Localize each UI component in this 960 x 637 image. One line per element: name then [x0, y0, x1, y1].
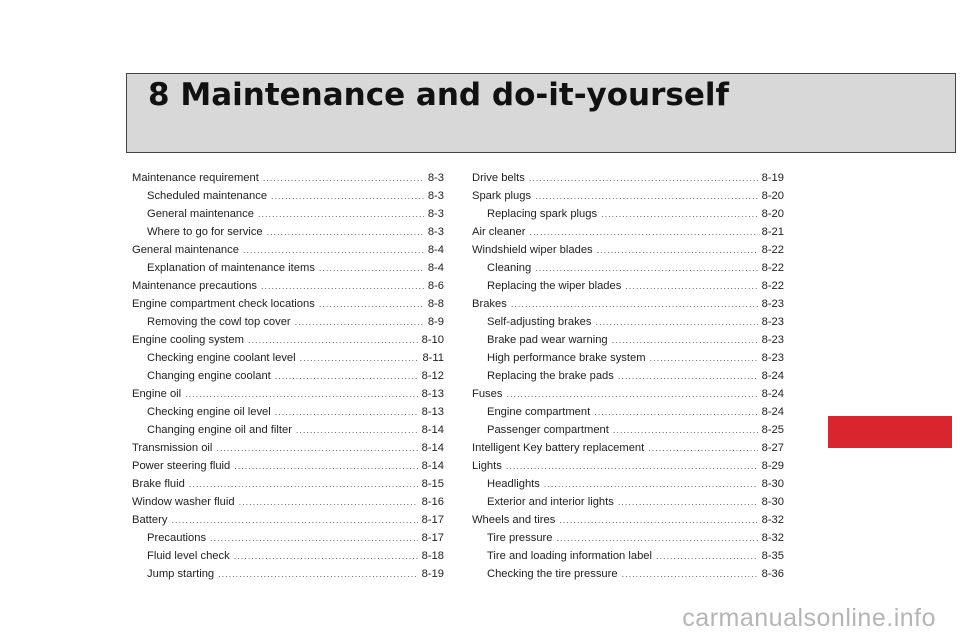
dot-leader	[263, 169, 424, 187]
toc-entry[interactable]	[472, 475, 784, 493]
toc-entry-page: 8-8	[427, 298, 444, 310]
toc-entry-page: 8-14	[421, 424, 444, 436]
dot-leader	[613, 421, 758, 439]
dot-leader	[601, 205, 758, 223]
toc-entry-title: Replacing the brake pads	[487, 370, 614, 382]
watermark: carmanualsonline.info	[682, 604, 936, 632]
toc-entry[interactable]	[132, 223, 444, 241]
toc-entry-page: 8-18	[421, 550, 444, 562]
toc-entry-title: Explanation of maintenance items	[147, 262, 315, 274]
toc-entry-title: Replacing spark plugs	[487, 208, 598, 220]
toc-entry[interactable]	[132, 547, 444, 565]
dot-leader	[319, 259, 424, 277]
toc-entry-title: Changing engine oil and filter	[147, 424, 292, 436]
toc-entry-page: 8-23	[761, 316, 784, 328]
toc-entry[interactable]	[132, 457, 444, 475]
dot-leader	[218, 565, 417, 583]
toc-entry[interactable]	[472, 241, 784, 259]
toc-entry-page: 8-4	[427, 244, 444, 256]
dot-leader	[171, 511, 417, 529]
toc-entry-title: Tire and loading information label	[487, 550, 653, 562]
toc-entry-page: 8-6	[427, 280, 444, 292]
toc-entry[interactable]	[472, 421, 784, 439]
dot-leader	[511, 295, 758, 313]
toc-entry-title: Spark plugs	[472, 190, 532, 202]
toc-entry-title: High performance brake system	[487, 352, 646, 364]
dot-leader	[648, 439, 757, 457]
toc-entry[interactable]	[132, 187, 444, 205]
toc-entry[interactable]	[132, 331, 444, 349]
dot-leader	[189, 475, 418, 493]
toc-entry-page: 8-22	[761, 244, 784, 256]
toc-entry[interactable]	[472, 439, 784, 457]
toc-left-column	[132, 169, 444, 583]
toc-entry-title: Checking engine oil level	[147, 406, 271, 418]
dot-leader	[557, 529, 758, 547]
toc-entry-page: 8-25	[761, 424, 784, 436]
toc-entry[interactable]	[472, 511, 784, 529]
toc-entry-title: Air cleaner	[472, 226, 526, 238]
toc-entry[interactable]	[472, 205, 784, 223]
dot-leader	[243, 241, 424, 259]
chapter-tab-marker	[828, 416, 952, 448]
dot-leader	[594, 403, 757, 421]
toc-entry-page: 8-14	[421, 460, 444, 472]
toc-entry-page: 8-30	[761, 478, 784, 490]
dot-leader	[275, 403, 418, 421]
dot-leader	[618, 367, 758, 385]
dot-leader	[544, 475, 758, 493]
dot-leader	[597, 241, 758, 259]
toc-entry-title: Self-adjusting brakes	[487, 316, 592, 328]
toc-entry[interactable]	[472, 493, 784, 511]
dot-leader	[261, 277, 424, 295]
toc-entry-title: Tire pressure	[487, 532, 553, 544]
toc-entry-page: 8-3	[427, 190, 444, 202]
dot-leader	[267, 223, 424, 241]
toc-entry[interactable]	[132, 367, 444, 385]
toc-entry-title: Engine cooling system	[132, 334, 244, 346]
toc-entry-page: 8-24	[761, 406, 784, 418]
toc-entry-page: 8-3	[427, 208, 444, 220]
toc-entry[interactable]	[472, 295, 784, 313]
toc-entry-title: Removing the cowl top cover	[147, 316, 291, 328]
toc-entry[interactable]	[472, 187, 784, 205]
toc-entry-page: 8-29	[761, 460, 784, 472]
toc-entry-title: Cleaning	[487, 262, 532, 274]
toc-entry[interactable]	[132, 529, 444, 547]
dot-leader	[296, 421, 418, 439]
toc-entry-page: 8-20	[761, 190, 784, 202]
dot-leader	[185, 385, 417, 403]
toc-entry-page: 8-23	[761, 334, 784, 346]
toc-entry[interactable]	[132, 259, 444, 277]
dot-leader	[595, 313, 757, 331]
toc-entry-title: Wheels and tires	[472, 514, 556, 526]
toc-entry-page: 8-15	[421, 478, 444, 490]
toc-entry-page: 8-12	[421, 370, 444, 382]
dot-leader	[216, 439, 417, 457]
dot-leader	[535, 187, 758, 205]
toc-entry[interactable]	[132, 205, 444, 223]
toc-entry-title: Brake pad wear warning	[487, 334, 608, 346]
toc-entry-page: 8-3	[427, 172, 444, 184]
toc-entry-page: 8-10	[421, 334, 444, 346]
toc-entry-page: 8-19	[421, 568, 444, 580]
toc-entry-title: Intelligent Key battery replacement	[472, 442, 645, 454]
toc-entry[interactable]	[472, 259, 784, 277]
dot-leader	[618, 493, 758, 511]
toc-entry-page: 8-11	[422, 352, 444, 364]
dot-leader	[559, 511, 757, 529]
chapter-title: 8 Maintenance and do-it-yourself	[148, 77, 730, 113]
toc-entry-title: Checking engine coolant level	[147, 352, 296, 364]
chapter-header	[126, 73, 956, 153]
dot-leader	[210, 529, 418, 547]
dot-leader	[239, 493, 418, 511]
dot-leader	[529, 169, 758, 187]
toc-entry-page: 8-27	[761, 442, 784, 454]
dot-leader	[295, 313, 424, 331]
toc-entry[interactable]	[472, 403, 784, 421]
toc-entry-title: Maintenance requirement	[132, 172, 259, 184]
toc-entry-title: Where to go for service	[147, 226, 263, 238]
toc-entry-title: Jump starting	[147, 568, 215, 580]
toc-entry-page: 8-14	[421, 442, 444, 454]
toc-entry-page: 8-13	[421, 406, 444, 418]
toc-entry-page: 8-22	[761, 280, 784, 292]
toc-entry[interactable]	[472, 331, 784, 349]
toc-entry-title: General maintenance	[132, 244, 239, 256]
toc-entry[interactable]	[132, 313, 444, 331]
dot-leader	[650, 349, 758, 367]
toc-entry[interactable]	[132, 493, 444, 511]
toc-entry-title: Headlights	[487, 478, 540, 490]
toc-entry-page: 8-32	[761, 514, 784, 526]
toc-entry-page: 8-35	[761, 550, 784, 562]
toc-entry-title: Exterior and interior lights	[487, 496, 614, 508]
toc-entry-title: Transmission oil	[132, 442, 213, 454]
toc-entry-title: General maintenance	[147, 208, 254, 220]
toc-entry[interactable]	[472, 367, 784, 385]
toc-entry-page: 8-30	[761, 496, 784, 508]
toc-entry-title: Engine compartment check locations	[132, 298, 315, 310]
toc-entry[interactable]	[132, 169, 444, 187]
dot-leader	[234, 457, 417, 475]
dot-leader	[319, 295, 424, 313]
toc-entry-title: Brake fluid	[132, 478, 185, 490]
toc-entry-title: Drive belts	[472, 172, 525, 184]
toc-entry[interactable]	[472, 169, 784, 187]
toc-entry-page: 8-23	[761, 352, 784, 364]
toc-entry-title: Checking the tire pressure	[487, 568, 618, 580]
dot-leader	[258, 205, 424, 223]
toc-entry[interactable]	[132, 385, 444, 403]
toc-entry[interactable]	[132, 295, 444, 313]
toc-entry-title: Precautions	[147, 532, 207, 544]
toc-entry-page: 8-22	[761, 262, 784, 274]
toc-entry[interactable]	[472, 349, 784, 367]
toc-entry[interactable]	[132, 421, 444, 439]
toc-entry-title: Brakes	[472, 298, 507, 310]
toc-entry-page: 8-32	[761, 532, 784, 544]
toc-entry-page: 8-21	[761, 226, 784, 238]
toc-entry-title: Engine compartment	[487, 406, 591, 418]
dot-leader	[275, 367, 418, 385]
dot-leader	[656, 547, 758, 565]
toc-entry[interactable]	[132, 565, 444, 583]
dot-leader	[535, 259, 757, 277]
toc-entry-page: 8-13	[421, 388, 444, 400]
toc-entry[interactable]	[472, 529, 784, 547]
toc-entry-title: Fuses	[472, 388, 503, 400]
toc-entry[interactable]	[472, 385, 784, 403]
toc-entry-title: Power steering fluid	[132, 460, 231, 472]
toc-entry[interactable]	[132, 439, 444, 457]
toc-entry-title: Fluid level check	[147, 550, 230, 562]
toc-entry-title: Replacing the wiper blades	[487, 280, 622, 292]
toc-entry[interactable]	[132, 277, 444, 295]
dot-leader	[300, 349, 419, 367]
toc-entry-page: 8-17	[421, 532, 444, 544]
toc-entry-title: Engine oil	[132, 388, 182, 400]
dot-leader	[612, 331, 758, 349]
toc-entry-page: 8-24	[761, 370, 784, 382]
dot-leader	[506, 457, 758, 475]
toc-entry-title: Battery	[132, 514, 168, 526]
toc-entry-page: 8-17	[421, 514, 444, 526]
toc-entry-title: Changing engine coolant	[147, 370, 271, 382]
toc-entry[interactable]	[472, 457, 784, 475]
dot-leader	[271, 187, 424, 205]
toc-entry-page: 8-19	[761, 172, 784, 184]
toc-entry-page: 8-4	[427, 262, 444, 274]
toc-entry-page: 8-36	[761, 568, 784, 580]
dot-leader	[625, 277, 757, 295]
toc-entry-title: Scheduled maintenance	[147, 190, 268, 202]
toc-entry[interactable]	[132, 349, 444, 367]
toc-entry[interactable]	[132, 241, 444, 259]
toc-entry-title: Maintenance precautions	[132, 280, 258, 292]
dot-leader	[248, 331, 418, 349]
toc-entry-title: Window washer fluid	[132, 496, 235, 508]
toc-entry[interactable]	[472, 313, 784, 331]
toc-entry-page: 8-24	[761, 388, 784, 400]
toc-entry-page: 8-20	[761, 208, 784, 220]
toc-entry[interactable]	[132, 475, 444, 493]
toc-entry[interactable]	[472, 547, 784, 565]
toc-entry-page: 8-16	[421, 496, 444, 508]
toc-entry[interactable]	[132, 511, 444, 529]
toc-entry[interactable]	[472, 223, 784, 241]
toc-entry-page: 8-3	[427, 226, 444, 238]
toc-entry-title: Passenger compartment	[487, 424, 609, 436]
toc-entry[interactable]	[472, 565, 784, 583]
toc-entry-title: Lights	[472, 460, 502, 472]
toc-right-column	[472, 169, 784, 583]
toc-entry-page: 8-23	[761, 298, 784, 310]
toc-entry-page: 8-9	[427, 316, 444, 328]
dot-leader	[529, 223, 757, 241]
toc-entry-title: Windshield wiper blades	[472, 244, 593, 256]
dot-leader	[234, 547, 418, 565]
toc-entry[interactable]	[132, 403, 444, 421]
dot-leader	[506, 385, 757, 403]
dot-leader	[622, 565, 758, 583]
toc-entry[interactable]	[472, 277, 784, 295]
